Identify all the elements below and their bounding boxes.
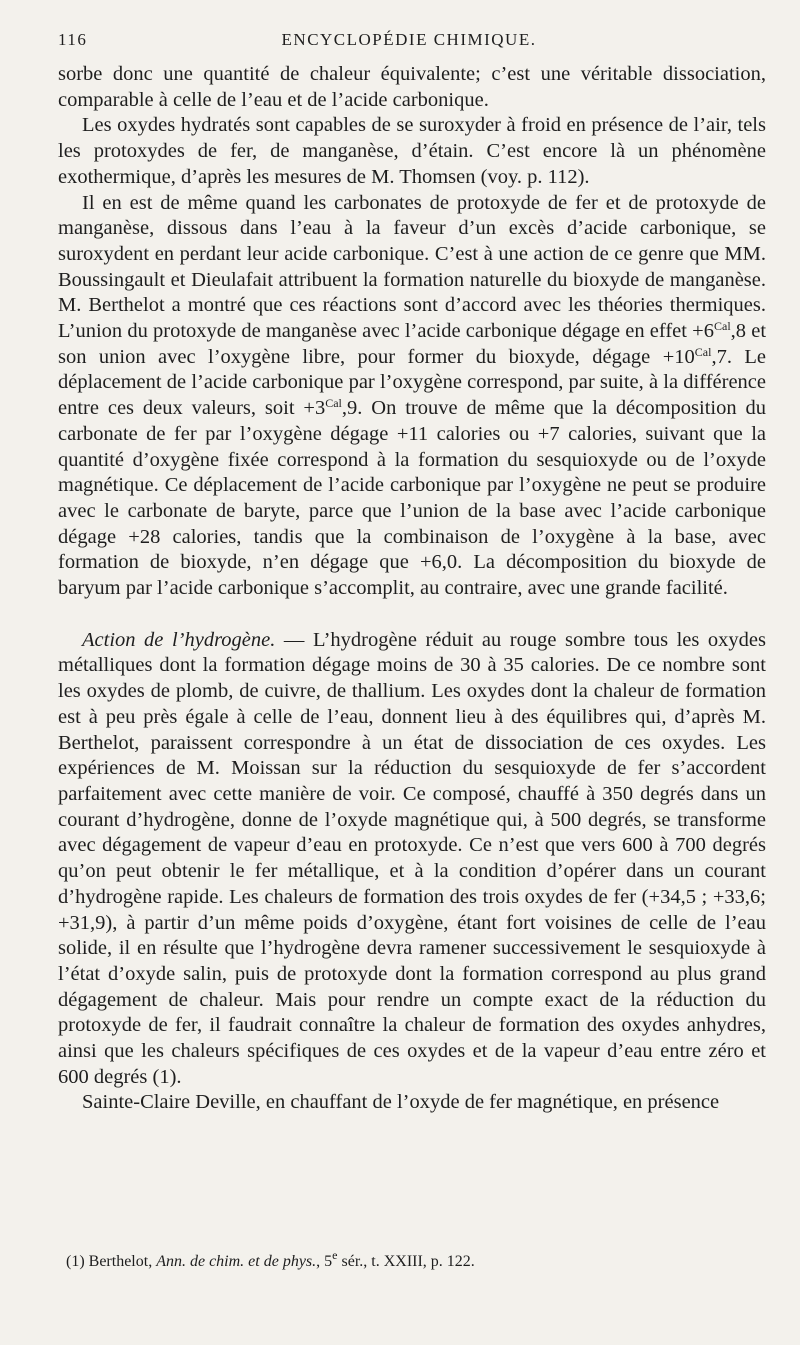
paragraph-3-part-d: ,9. On trouve de même que la décomposition du carbonate de fer par l’oxygène dégage +11 calories ou +7 calories, suivant que la quantité d’oxygène fixée correspond à la formation du sesquioxyde ou de l’oxyde magnétique. Ce déplacement de l’acide carbonique par l’oxygène ne peut se produire avec le carbonate de baryte, parce que l’union de la base avec l’acide carbonique dégage +28 calories, tandis que la combinaison de l’oxygène à la base, avec formation de bioxyde, n’en dégage que +6,0. La décomposition du bioxyde de baryum par l’acide carbonique s’accomplit, au contraire, avec une grande facilité.: [58, 397, 766, 600]
header-spacer: [700, 30, 760, 50]
unit-superscript: Cal: [325, 396, 342, 411]
footnote-series-sup: e: [332, 1248, 338, 1262]
paragraph-3: [58, 191, 766, 602]
footnote-author: Berthelot,: [84, 1253, 157, 1270]
footnote-journal: Ann. de chim. et de phys.: [156, 1253, 317, 1270]
page-number: 116: [58, 30, 88, 49]
paragraph-3-part-b: ,8 et son union avec l’oxygène libre, pour former du bioxyde, dégage +10: [58, 320, 767, 368]
paragraph-5: Sainte-Claire Deville, en chauffant de l’oxyde de fer magnétique, en présence: [82, 1091, 720, 1114]
running-header: [58, 30, 760, 50]
paragraph-4-text: — L’hydrogène réduit au rouge sombre tous les oxydes métalliques dont la formation dégage moins de 30 à 35 calories. De ce nombre sont les oxydes de plomb, de cuivre, de thallium. Les oxydes dont la chaleur de formation est à peu près égale à celle de l’eau, donnent lieu à des équilibres qui, d’après M. Berthelot, paraissent correspondre à un état de dissociation de ces oxydes. Les expériences de M. Moissan sur la réduction du sesquioxyde de fer s’accordent parfaitement avec cette manière de voir. Ce composé, chauffé à 350 degrés dans un courant d’hydrogène, donne de l’oxyde magnétique qui, à 500 degrés, se transforme avec dégagement de vapeur d’eau en protoxyde. Ce n’est que vers 600 à 700 degrés qu’on peut obtenir le fer métallique, et à la condition d’opérer dans un courant d’hydrogène rapide. Les chaleurs de formation des trois oxydes de fer (+34,5 ; +33,6; +31,9), à partir d’un même poids d’oxygène, étant fort voisines de celle de l’eau solide, il en résulte que l’hydrogène devra ramener successivement le sesquioxyde à l’état d’oxyde salin, puis de protoxyde dont la formation correspond au plus grand dégagement de chaleur. Mais pour rendre un compte exact de la réduction du protoxyde de fer, il faudrait connaître la chaleur de formation des oxydes anhydres, ainsi que les chaleurs spécifiques de ces oxydes et de la vapeur d’eau entre zéro et 600 degrés (1).: [58, 628, 766, 1088]
paragraph-4: [58, 628, 766, 1091]
running-title: ENCYCLOPÉDIE CHIMIQUE.: [281, 30, 537, 49]
section-heading: Action de l’hydrogène.: [82, 628, 276, 651]
paragraph-3-part-c: ,7. Le déplacement de l’acide carbonique par l’oxygène correspond, par suite, à la différence entre ces deux valeurs, soit +3: [58, 345, 767, 420]
body-text: [58, 62, 766, 1116]
paragraph-1: sorbe donc une quantité de chaleur équivalente; c’est une véritable dissociation, comparable à celle de l’eau et de l’acide carbonique.: [58, 63, 766, 111]
paragraph-3-part-a: Il en est de même quand les carbonates de protoxyde de fer et de protoxyde de manganèse, dissous dans l’eau à la faveur d’un excès d’acide carbonique, se suroxydent en perdant leur acide carbonique. C’est à une action de ce genre que MM. Boussingault et Dieulafait attribuent la formation naturelle du bioxyde de manganèse. M. Berthelot a montré que ces réactions sont d’accord avec les théories thermiques. L’union du protoxyde de manganèse avec l’acide carbonique dégage en effet +6: [58, 191, 766, 343]
footnote-reference: sér., t. XXIII, p. 122.: [337, 1253, 475, 1270]
paragraph-2: Les oxydes hydratés sont capables de se suroxyder à froid en présence de l’air, tels les protoxydes de fer, de manganèse, d’étain. C’est encore là un phénomène exothermique, d’après les mesures de M. Thomsen (voy. p. 112).: [58, 114, 766, 188]
unit-superscript: Cal: [694, 344, 712, 359]
footnote: [66, 1248, 766, 1272]
unit-superscript: Cal: [713, 319, 731, 334]
footnote-series: , 5: [316, 1253, 333, 1270]
footnote-marker: (1): [66, 1253, 85, 1270]
